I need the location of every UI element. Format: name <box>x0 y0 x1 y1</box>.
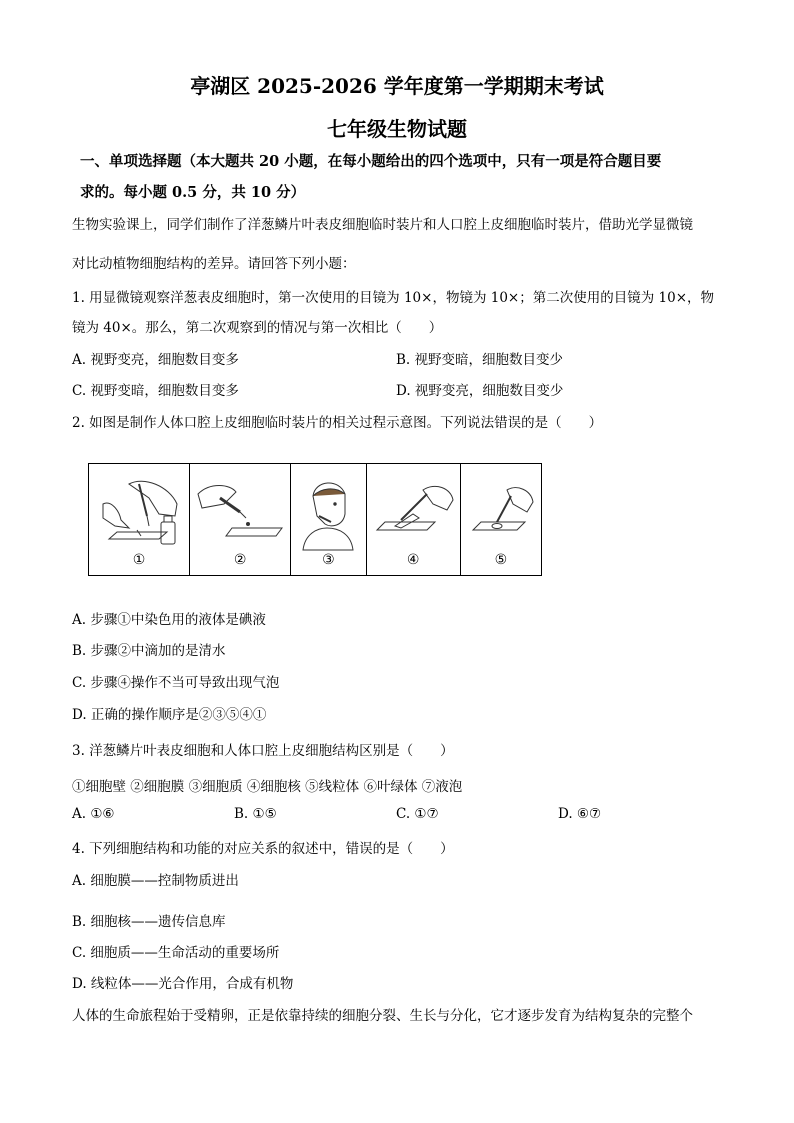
question-1-option-a: A. 视野变亮，细胞数目变多 <box>72 352 239 368</box>
question-1-option-b: B. 视野变暗，细胞数目变少 <box>396 352 564 368</box>
intro-paragraph-line1: 生物实验课上，同学们制作了洋葱鳞片叶表皮细胞临时装片和人口腔上皮细胞临时装片，借助光学显微镜 <box>72 217 693 233</box>
question-3-option-b: B. ①⑤ <box>234 806 277 822</box>
question-3-stem: 3. 洋葱鳞片叶表皮细胞和人体口腔上皮细胞结构区别是（ ） <box>72 743 454 759</box>
question-3-option-a: A. ①⑥ <box>72 806 115 822</box>
question-4-option-d: D. 线粒体——光合作用，合成有机物 <box>72 976 294 992</box>
slide-preparation-figure <box>88 463 542 576</box>
figure-label-5: ⑤ <box>494 552 508 568</box>
question-3-items: ①细胞壁 ②细胞膜 ③细胞质 ④细胞核 ⑤线粒体 ⑥叶绿体 ⑦液泡 <box>72 779 463 795</box>
question-3-option-c: C. ①⑦ <box>396 806 439 822</box>
section-heading-line1: 一、单项选择题（本大题共 20 小题，在每小题给出的四个选项中，只有一项是符合题目要 <box>80 153 662 170</box>
question-1-stem-line2: 镜为 40×。那么，第二次观察到的情况与第一次相比（ ） <box>72 320 443 336</box>
question-3-option-d: D. ⑥⑦ <box>558 806 602 822</box>
figure-step-3 <box>291 464 366 575</box>
question-2-option-c: C. 步骤④操作不当可导致出现气泡 <box>72 675 280 691</box>
question-1-option-d: D. 视野变亮，细胞数目变少 <box>396 383 564 399</box>
exam-title: 亭湖区 2025-2026 学年度第一学期期末考试 <box>190 74 604 98</box>
figure-step-2 <box>190 464 291 575</box>
question-1-option-c: C. 视野变暗，细胞数目变多 <box>72 383 239 399</box>
question-4-option-b: B. 细胞核——遗传信息库 <box>72 914 226 930</box>
section-heading-line2: 求的。每小题 0.5 分，共 10 分） <box>80 184 306 201</box>
figure-step-1 <box>89 464 190 575</box>
question-2-option-d: D. 正确的操作顺序是②③⑤④① <box>72 707 267 723</box>
question-2-option-a: A. 步骤①中染色用的液体是碘液 <box>72 612 266 628</box>
intro-paragraph-line2: 对比动植物细胞结构的差异。请回答下列小题： <box>72 256 356 272</box>
intro-paragraph-2-line1: 人体的生命旅程始于受精卵，正是依靠持续的细胞分裂、生长与分化，它才逐步发育为结构复杂的完整个 <box>72 1008 693 1024</box>
figure-label-1: ① <box>132 552 146 568</box>
question-2-stem: 2. 如图是制作人体口腔上皮细胞临时装片的相关过程示意图。下列说法错误的是（ ） <box>72 415 603 431</box>
figure-label-3: ③ <box>322 552 335 568</box>
question-1-stem-line1: 1. 用显微镜观察洋葱表皮细胞时，第一次使用的目镜为 10×，物镜为 10×；第二次使用的目镜为 10×，物 <box>72 290 715 306</box>
question-4-option-a: A. 细胞膜——控制物质进出 <box>72 873 239 889</box>
figure-step-4 <box>367 464 461 575</box>
figure-label-4: ④ <box>406 552 420 568</box>
question-4-option-c: C. 细胞质——生命活动的重要场所 <box>72 945 280 961</box>
exam-subtitle: 七年级生物试题 <box>327 117 467 141</box>
question-4-stem: 4. 下列细胞结构和功能的对应关系的叙述中，错误的是（ ） <box>72 841 454 857</box>
figure-step-5 <box>461 464 541 575</box>
question-2-option-b: B. 步骤②中滴加的是清水 <box>72 643 226 659</box>
figure-label-2: ② <box>233 552 247 568</box>
